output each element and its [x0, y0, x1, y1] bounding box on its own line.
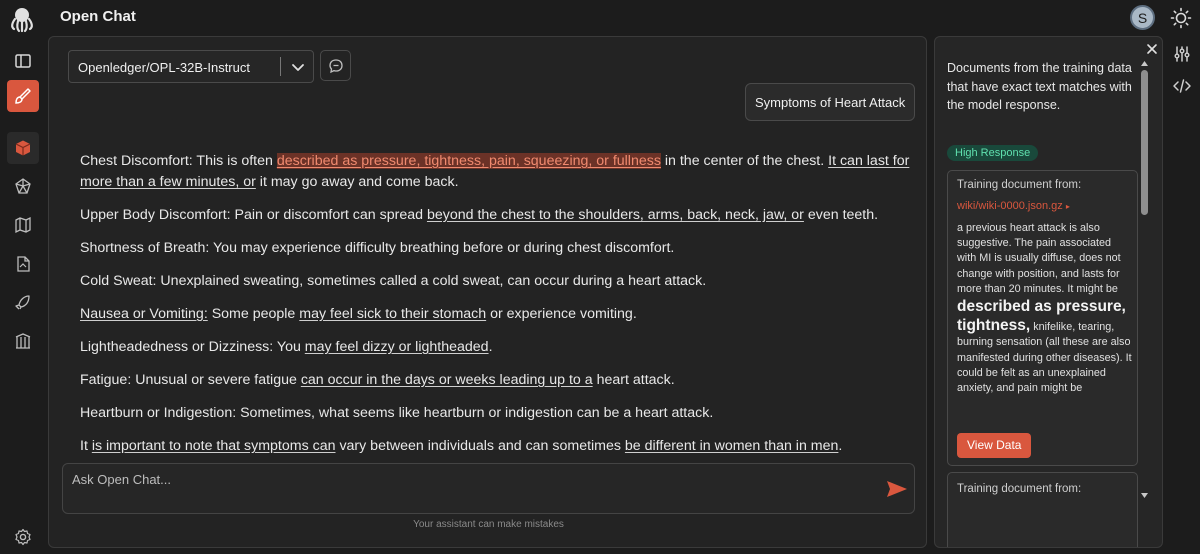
chat-panel [48, 36, 927, 548]
chevron-down-icon[interactable] [291, 60, 305, 74]
document-header: Training document from: [957, 179, 1082, 191]
user-message: Symptoms of Heart Attack [745, 83, 915, 121]
document-source: wiki/wiki-0000.json.gz [957, 200, 1063, 212]
response-paragraph [80, 151, 910, 193]
chevron-right-icon: ▸ [1065, 202, 1070, 211]
nav-brush-button[interactable] [7, 80, 39, 112]
response-text: vary between individuals and can sometimes [335, 438, 625, 454]
scrollbar-thumb[interactable] [1141, 70, 1148, 215]
response-paragraph [80, 238, 910, 259]
app-title: Open Chat [60, 8, 136, 25]
matched-text: can occur in the days or weeks leading up to a [300, 372, 593, 388]
response-text: Cold Sweat: Unexplained sweating, sometimes called a cold sweat, can occur during a heart attack. [80, 273, 707, 289]
response-paragraph [80, 304, 910, 325]
document-header: Training document from: [957, 483, 1082, 495]
model-selector-divider [280, 57, 281, 76]
nav-cube-button[interactable] [7, 132, 39, 164]
map-icon [14, 216, 32, 234]
nav-rocket-button[interactable] [7, 286, 39, 318]
send-icon[interactable] [886, 479, 908, 499]
left-rail [0, 36, 46, 554]
response-text: even teeth. [803, 207, 879, 223]
response-paragraph [80, 403, 910, 424]
matched-text: Nausea or Vomiting: [80, 306, 208, 322]
highlighted-match[interactable]: described as pressure, tightness, pain, squeezing, or fullness [276, 153, 661, 169]
matched-text: be different in women than in men [624, 438, 839, 454]
nav-building-button[interactable] [7, 325, 39, 357]
training-data-panel [934, 36, 1163, 548]
disclaimer: Your assistant can make mistakes [413, 519, 564, 530]
response-text: Lightheadedness or Dizziness: You [80, 339, 305, 355]
matched-text: beyond the chest to the shoulders, arms, back, neck, jaw, or [426, 207, 804, 223]
matched-text: may feel dizzy or lightheaded [304, 339, 489, 355]
response-text: . [838, 438, 843, 454]
document-source-link[interactable] [957, 200, 1070, 212]
sidebar-toggle-button[interactable] [7, 45, 39, 77]
sliders-icon[interactable] [1172, 44, 1192, 64]
response-text: Some people [207, 306, 300, 322]
new-chat-button[interactable] [320, 50, 351, 81]
nav-map-button[interactable] [7, 209, 39, 241]
document-excerpt [957, 221, 1133, 396]
nav-network-button[interactable] [7, 170, 39, 202]
model-selector[interactable] [68, 50, 314, 83]
response-text: Heartburn or Indigestion: Sometimes, what seems like heartburn or indigestion can be a heart attack. [80, 405, 714, 421]
nav-document-button[interactable] [7, 248, 39, 280]
chat-input[interactable] [72, 472, 852, 487]
response-paragraph [80, 205, 910, 226]
scroll-down-icon[interactable] [1140, 492, 1149, 500]
chat-bubble-icon [328, 58, 344, 74]
code-icon[interactable] [1172, 76, 1192, 96]
view-data-button[interactable]: View Data [957, 433, 1031, 458]
response-text: It [80, 438, 92, 454]
response-paragraph [80, 271, 910, 292]
response-text: heart attack. [592, 372, 675, 388]
excerpt-after: knifelike, tearing, burning sensation (all these are also manifested during other diseases). It could be felt as an unexplained anxiety, and pain might be [957, 321, 1132, 395]
top-bar [0, 0, 1200, 36]
status-badge: High Response [947, 145, 1038, 161]
document-icon [14, 255, 32, 273]
response-text: Shortness of Breath: You may experience difficulty breathing before or during chest discomfort. [80, 240, 675, 256]
response-text: Fatigue: Unusual or severe fatigue [80, 372, 301, 388]
cube-icon [14, 139, 32, 157]
response-text: Chest Discomfort: This is often [80, 153, 277, 169]
matched-text: may feel sick to their stomach [299, 306, 487, 322]
matched-text: It can last for more than a few minutes, or [80, 153, 910, 190]
response-paragraph [80, 337, 910, 358]
scroll-up-icon[interactable] [1140, 59, 1149, 67]
response-text: . [488, 339, 493, 355]
response-text: Upper Body Discomfort: Pain or discomfort can spread [80, 207, 427, 223]
model-selector-value: Openledger/OPL-32B-Instruct [78, 60, 250, 75]
panel-description: Documents from the training data that have exact text matches with the model response. [947, 61, 1132, 112]
response-paragraph [80, 370, 910, 391]
network-icon [14, 177, 32, 195]
excerpt-match: described as pressure, tightness, [957, 298, 1126, 335]
response-text: it may go away and come back. [255, 174, 459, 190]
sun-icon[interactable] [1170, 7, 1192, 29]
brush-icon [14, 87, 32, 105]
sidebar-toggle-icon [14, 52, 32, 70]
composer [62, 463, 915, 514]
response-text: in the center of the chest. [660, 153, 829, 169]
training-document-card [947, 472, 1138, 548]
response-text: or experience vomiting. [486, 306, 637, 322]
response-paragraph [80, 436, 910, 457]
training-document-card [947, 170, 1138, 466]
excerpt-before: a previous heart attack is also suggestive. The pain associated with MI is usually diffuse, does not change with position, and lasts for more than 20 minutes. It might be [957, 222, 1121, 295]
octopus-logo-icon[interactable] [8, 5, 36, 33]
settings-button[interactable] [7, 521, 39, 553]
rocket-icon [14, 293, 32, 311]
assistant-response [80, 151, 910, 461]
settings-icon [14, 528, 32, 546]
user-avatar[interactable]: S [1130, 5, 1155, 30]
close-icon[interactable] [1145, 42, 1159, 56]
matched-text: is important to note that symptoms can [91, 438, 336, 454]
building-icon [14, 332, 32, 350]
